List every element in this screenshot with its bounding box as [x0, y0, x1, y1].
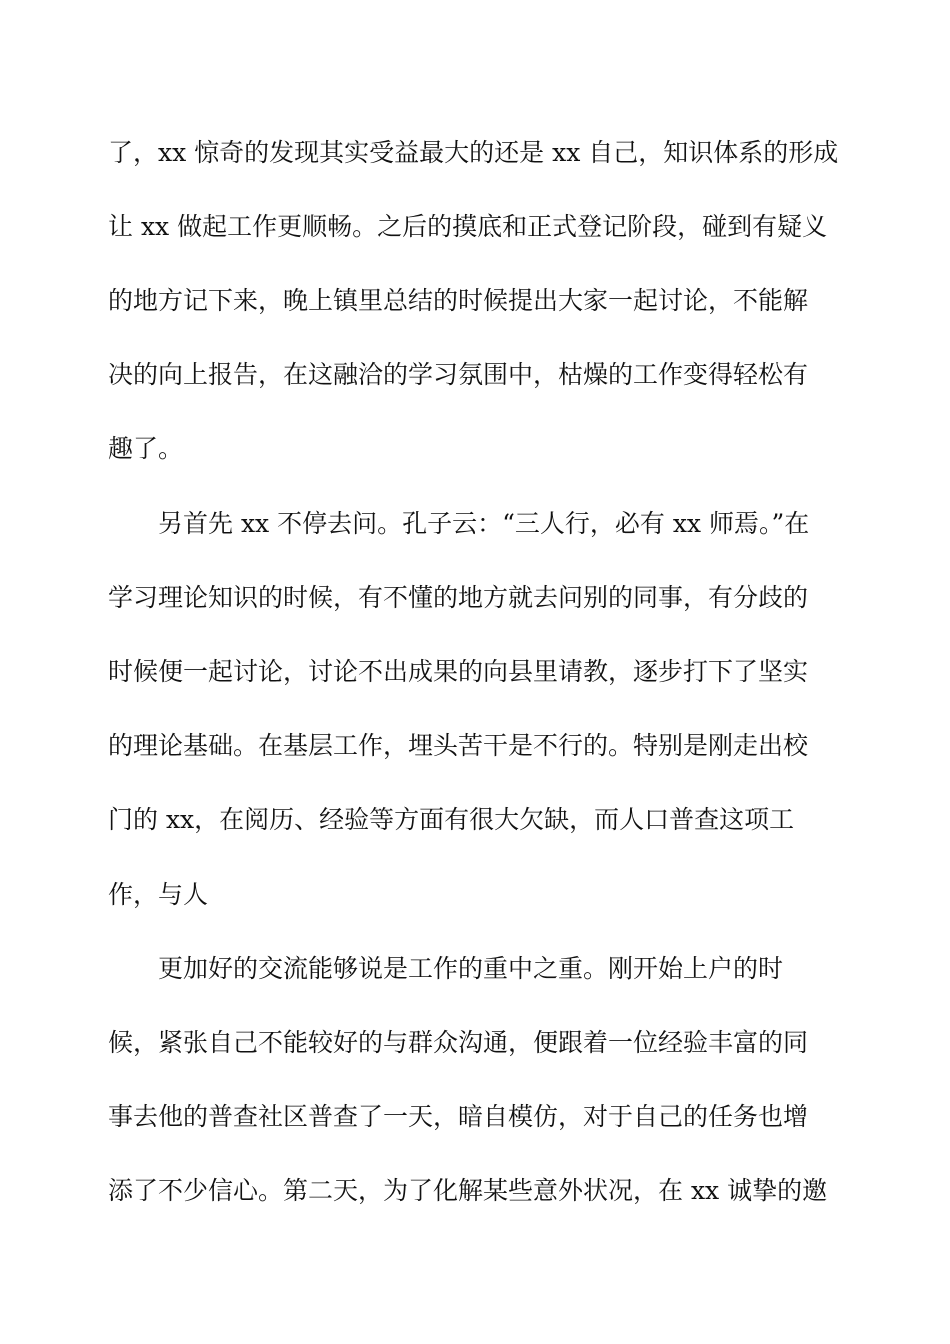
text-line: 作，与人 — [108, 880, 209, 909]
text-line: 时候便一起讨论，讨论不出成果的向县里请教，逐步打下了坚实 — [108, 657, 809, 686]
text-line: 的地方记下来，晚上镇里总结的时候提出大家一起讨论，不能解 — [108, 286, 809, 315]
text-line: 让 xx 做起工作更顺畅。之后的摸底和正式登记阶段，碰到有疑义 — [108, 212, 828, 241]
text-line: 添了不少信心。第二天，为了化解某些意外状况，在 xx 诚挚的邀 — [108, 1176, 828, 1205]
text-line: 决的向上报告，在这融洽的学习氛围中，枯燥的工作变得轻松有 — [108, 360, 809, 389]
text-line: 了，xx 惊奇的发现其实受益最大的还是 xx 自己，知识体系的形成 — [108, 138, 839, 167]
paragraph-first-line: 另首先 xx 不停去问。孔子云：“三人行，必有 xx 师焉。”在 — [158, 509, 810, 538]
text-line: 趣了。 — [108, 434, 184, 463]
text-line: 门的 xx，在阅历、经验等方面有很大欠缺，而人口普查这项工 — [108, 805, 795, 834]
paragraph-first-line: 更加好的交流能够说是工作的重中之重。刚开始上户的时 — [158, 954, 784, 983]
text-line: 的理论基础。在基层工作，埋头苦干是不行的。特别是刚走出校 — [108, 731, 809, 760]
text-line: 候，紧张自己不能较好的与群众沟通，便跟着一位经验丰富的同 — [108, 1028, 809, 1057]
text-line: 学习理论知识的时候，有不懂的地方就去问别的同事，有分歧的 — [108, 583, 809, 612]
text-line: 事去他的普查社区普查了一天，暗自模仿，对于自己的任务也增 — [108, 1102, 809, 1131]
